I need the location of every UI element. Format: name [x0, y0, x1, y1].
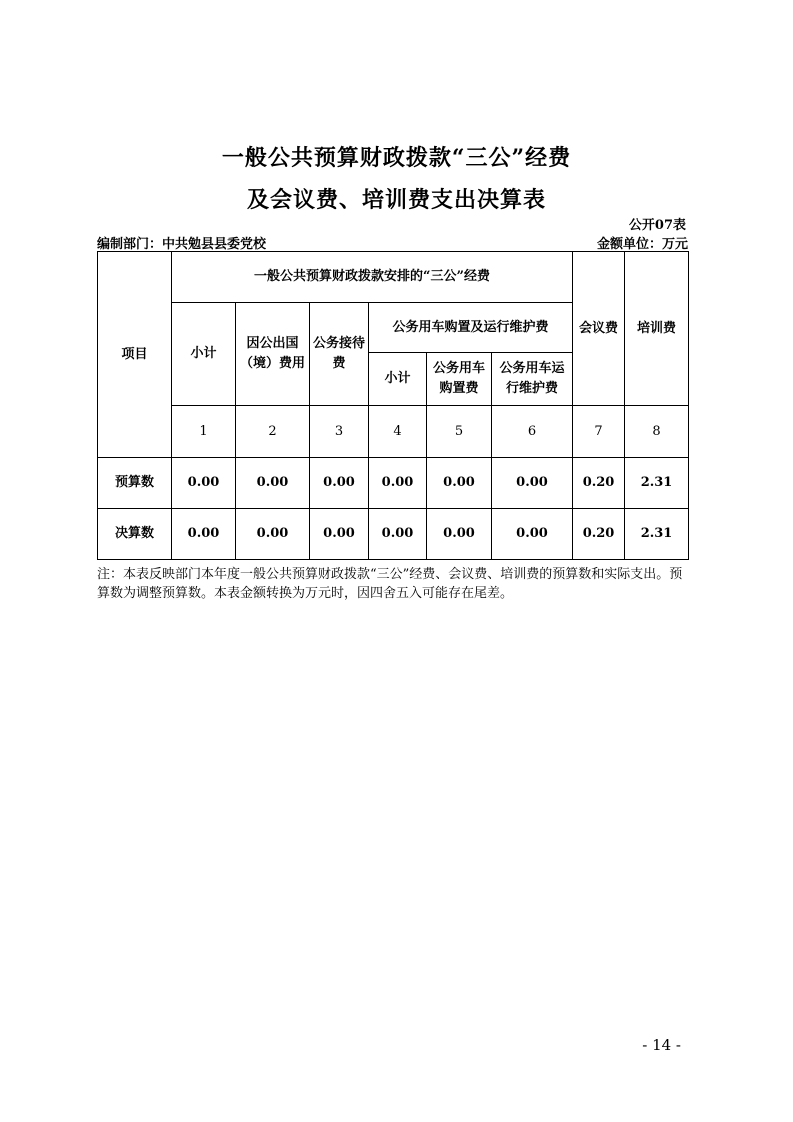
header-reception: 公务接待费	[310, 303, 369, 406]
column-number: 7	[573, 406, 625, 458]
cell-value: 0.00	[236, 509, 310, 560]
cell-value: 0.20	[573, 509, 625, 560]
cell-value: 0.00	[492, 458, 573, 509]
row-label-budget: 预算数	[98, 458, 172, 509]
cell-value: 0.00	[172, 458, 236, 509]
table-title-line-2: 及会议费、培训费支出决算表	[246, 187, 546, 213]
column-number: 5	[427, 406, 492, 458]
cell-value: 0.00	[236, 458, 310, 509]
header-training: 培训费	[625, 252, 689, 406]
cell-value: 0.00	[369, 458, 427, 509]
expense-table	[97, 251, 689, 560]
cell-value: 0.00	[427, 458, 492, 509]
cell-value: 0.00	[427, 509, 492, 560]
cell-value: 0.00	[492, 509, 573, 560]
column-number: 4	[369, 406, 427, 458]
column-number: 8	[625, 406, 689, 458]
table-row	[98, 509, 689, 560]
header-vehicle-group: 公务用车购置及运行维护费	[369, 303, 573, 353]
cell-value: 0.00	[310, 458, 369, 509]
table-code: 公开07表	[628, 218, 686, 233]
department-label: 编制部门：中共勉县县委党校	[97, 237, 267, 252]
table-title-line-1: 一般公共预算财政拨款“三公”经费	[221, 145, 572, 171]
header-item: 项目	[98, 252, 172, 458]
unit-label: 金额单位：万元	[596, 237, 688, 252]
header-meeting: 会议费	[573, 252, 625, 406]
header-vehicle-purchase: 公务用车购置费	[427, 353, 492, 406]
header-abroad: 因公出国（境）费用	[236, 303, 310, 406]
cell-value: 0.20	[573, 458, 625, 509]
column-number: 2	[236, 406, 310, 458]
row-label-final: 决算数	[98, 509, 172, 560]
cell-value: 0.00	[369, 509, 427, 560]
cell-value: 2.31	[625, 458, 689, 509]
header-subtotal: 小计	[172, 303, 236, 406]
cell-value: 0.00	[172, 509, 236, 560]
table-note: 注：本表反映部门本年度一般公共预算财政拨款“三公”经费、会议费、培训费的预算数和实际支出。预算数为调整预算数。本表金额转换为万元时，因四舍五入可能存在尾差。	[97, 567, 683, 601]
column-number: 3	[310, 406, 369, 458]
cell-value: 0.00	[310, 509, 369, 560]
header-vehicle-subtotal: 小计	[369, 353, 427, 406]
column-number: 6	[492, 406, 573, 458]
table-row	[98, 458, 689, 509]
header-vehicle-operation: 公务用车运行维护费	[492, 353, 573, 406]
header-three-public-group: 一般公共预算财政拨款安排的“三公”经费	[172, 252, 573, 303]
column-number: 1	[172, 406, 236, 458]
page-number: - 14 -	[642, 1036, 681, 1054]
cell-value: 2.31	[625, 509, 689, 560]
